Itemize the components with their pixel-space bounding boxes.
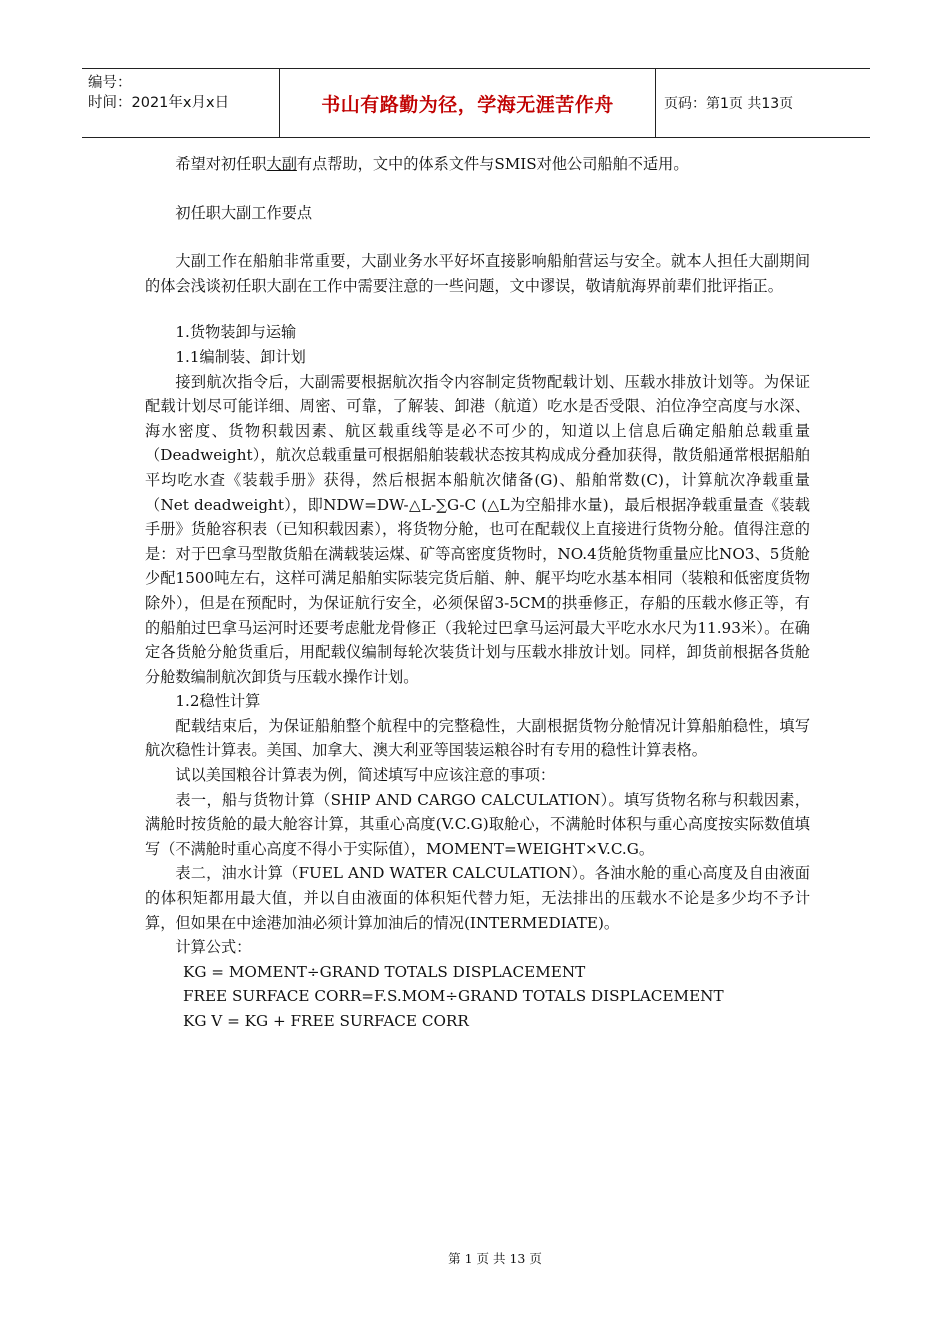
formula-free-surface: FREE SURFACE CORR=F.S.MOM÷GRAND TOTALS DISPLACEMENT bbox=[183, 987, 724, 1006]
page-footer: 第 1 页 共 13 页 bbox=[448, 1251, 542, 1266]
paragraph-intro-duty: 大副工作在船舶非常重要，大副业务水平好坏直接影响船舶营运与安全。就本人担任大副期间的体会浅谈初任职大副在工作中需要注意的一些问题，文中谬误，敬请航海界前辈们批评指正。 bbox=[145, 252, 810, 295]
serial-number-label: 编号： bbox=[88, 75, 132, 91]
header-date: 时间：2021年x月x日 bbox=[88, 95, 230, 111]
paragraph-stability: 配载结束后，为保证船舶整个航程中的完整稳性，大副根据货物分舱情况计算船舶稳性，填写航次稳性计算表。美国、加拿大、澳大利亚等国装运粮谷时有专用的稳性计算表格。 bbox=[145, 716, 810, 760]
intro-paragraph bbox=[145, 152, 810, 177]
paragraph-grain-table: 试以美国粮谷计算表为例，简述填写中应该注意的事项： bbox=[175, 766, 556, 785]
formula-kgv: KG V = KG + FREE SURFACE CORR bbox=[183, 1012, 469, 1030]
document-title: 初任职大副工作要点 bbox=[175, 203, 313, 222]
heading-1: 1.货物装卸与运输 bbox=[175, 323, 297, 342]
paragraph-table-two: 表二，油水计算（FUEL AND WATER CALCULATION）。各油水舱的重心高度及自由液面的体积矩都用最大值，并以自由液面的体积矩代替力矩，无法排出的压载水不论是多少均不予计算，但如果在中途港加油必须计算加油后的情况(INTERMEDIATE)。 bbox=[145, 864, 810, 932]
header-meta bbox=[82, 69, 280, 137]
document-header bbox=[82, 68, 870, 138]
heading-1-1: 1.1编制装、卸计划 bbox=[175, 347, 306, 366]
paragraph-loading-plan: 接到航次指令后，大副需要根据航次指令内容制定货物配载计划、压载水排放计划等。为保证配载计划尽可能详细、周密、可靠，了解装、卸港（航道）吃水是否受限、泊位净空高度与水深、海水密度、货物积载因素、航区载重线等是必不可少的，知道以上信息后确定船舶总载重量（Deadweight），航次总载重量可根据船舶装载状态按其构成成分叠加获得，散货船通常根据船舶平均吃水查《装载手册》获得，然后根据本船航次储备(G)、船舶常数(C)，计算航次净载重量（Net deadweight），即NDW=DW-△L-∑G-C (△L为空船排水量)，最后根据净载重量查《装载手册》货舱容积表（已知积载因素），将货物分舱，也可在配载仪上直接进行货物分舱。值得注意的是：对于巴拿马型散货船在满载装运煤、矿等高密度货物时，NO.4货舱货物重量应比NO3、5货舱少配1500吨左右，这样可满足船舶实际装完货后艏、舯、艉平均吃水基本相同（装粮和低密度货物除外），但是在预配时，为保证航行安全，必须保留3-5CM的拱垂修正，存船的压载水修正等，有的船舶过巴拿马运河时还要考虑舭龙骨修正（我轮过巴拿马运河最大平吃水水尺为11.93米）。在确定各货舱分舱货重后，用配载仪编制每轮次装货计划与压载水排放计划。同样，卸货前根据各货舱分舱数编制航次卸货与压载水操作计划。 bbox=[145, 372, 810, 686]
paragraph-table-one: 表一，船与货物计算（SHIP AND CARGO CALCULATION）。填写货物名称与积载因素，满舱时按货舱的最大舱容计算，其重心高度(V.C.G)取舱心，不满舱时体积与重心高度按实际数值填写（不满舱时重心高度不得小于实际值），MOMENT=WEIGHT×V.C.G。 bbox=[145, 790, 810, 858]
formula-heading: 计算公式： bbox=[175, 938, 252, 957]
header-motto: 书山有路勤为径，学海无涯苦作舟 bbox=[280, 69, 656, 137]
document-body bbox=[145, 152, 810, 1034]
header-page-info: 页码：第1页 共13页 bbox=[664, 96, 794, 112]
intro-link-dafu[interactable]: 大副 bbox=[266, 155, 297, 173]
intro-text-a: 希望对初任职 bbox=[175, 155, 267, 173]
intro-text-b: 有点帮助，文中的体系文件与SMIS对他公司船舶不适用。 bbox=[296, 155, 689, 173]
heading-1-2: 1.2稳性计算 bbox=[175, 692, 261, 711]
formula-kg: KG = MOMENT÷GRAND TOTALS DISPLACEMENT bbox=[183, 962, 586, 981]
